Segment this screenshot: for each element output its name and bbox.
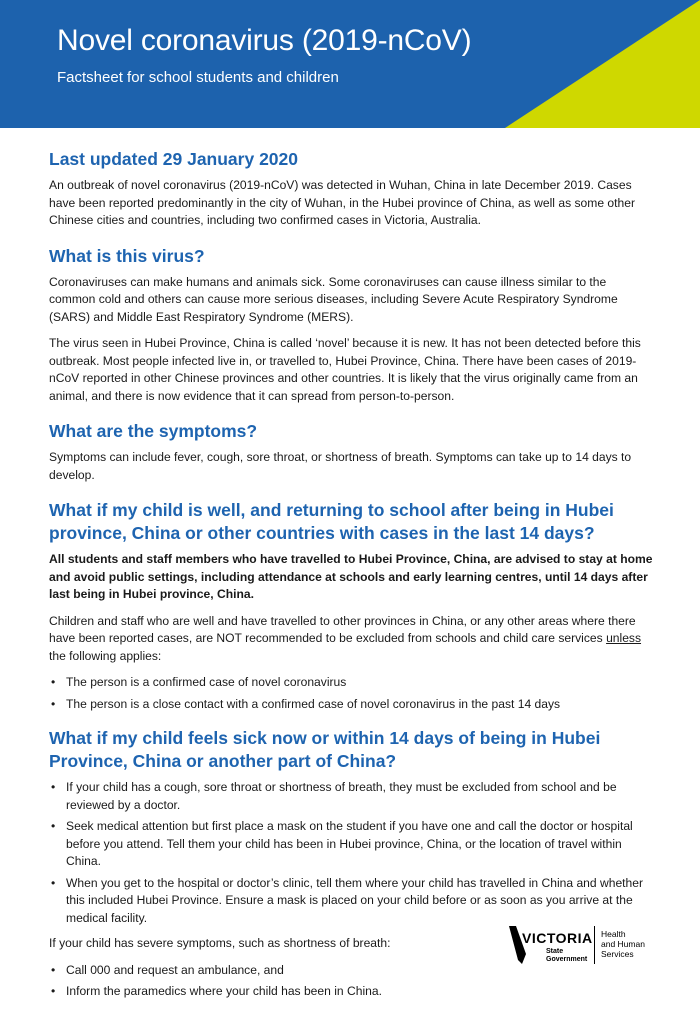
- paragraph-not-excluded: Children and staff who are well and have travelled to other provinces in China, or any other areas where there have been reported cases, are NOT recommended to be excluded from schools and child care services unless the following applies:: [49, 613, 642, 663]
- paragraph-symptoms: Symptoms can include fever, cough, sore throat, or shortness of breath. Symptoms can take up to 14 days to develop.: [49, 450, 632, 482]
- list-item: • When you get to the hospital or doctor’s clinic, tell them where your child has travelled in China and whether this included Hubei Province. Ensure a mask is placed on your child before or as soon as you arrive at the medical facility.: [49, 875, 655, 928]
- section-heading-symptoms: What are the symptoms?: [49, 421, 258, 441]
- section-heading-virus: What is this virus?: [49, 245, 205, 266]
- paragraph-novel: The virus seen in Hubei Province, China is called ‘novel’ because it is new. It has not been detected before this outbreak. Most people infected live in, or travelled to, Hubei Province, China. There have been cases of 2019-nCoV reported in other Chinese provinces and other countries. It is likely that the virus originally came from an animal, and there is now evidence that it can spread from person-to-person.: [49, 336, 641, 403]
- list-item: • Inform the paramedics where your child has been in China.: [49, 983, 655, 1001]
- logo-subtitle: State Government: [546, 948, 588, 963]
- logo-wordmark: VICTORIA: [522, 930, 593, 946]
- victoria-government-logo: [508, 920, 658, 970]
- department-name: Health and Human Services: [601, 929, 645, 959]
- list-item: • The person is a close contact with a confirmed case of novel coronavirus in the past 14 days: [49, 696, 655, 714]
- exclusion-criteria-list: [49, 674, 655, 713]
- section-heading-sick: What if my child feels sick now or within 14 days of being in Hubei Province, China or another part of China?: [49, 728, 601, 771]
- paragraph-severe: If your child has severe symptoms, such as shortness of breath:: [49, 936, 391, 950]
- paragraph-stay-home: All students and staff members who have travelled to Hubei Province, China, are advised to stay at home and avoid public settings, including attendance at schools and early learning centres, until 14 days after last being in Hubei province, China.: [49, 552, 653, 601]
- list-item: • Seek medical attention but first place a mask on the student if you have one and call the doctor or hospital before you attend. Tell them your child has been in Hubei province, China, or the location of travel within China.: [49, 818, 655, 871]
- header-banner: [0, 0, 700, 128]
- paragraph-outbreak: An outbreak of novel coronavirus (2019-nCoV) was detected in Wuhan, China in late December 2019. Cases have been reported predominantly in the city of Wuhan, in the Hubei province of China, as well as some other Chinese cities and countries, including two confirmed cases in Victoria, Australia.: [49, 178, 635, 227]
- page-title: Novel coronavirus (2019-nCoV): [57, 24, 472, 57]
- section-heading-returning: What if my child is well, and returning to school after being in Hubei province, China or other countries with cases in the last 14 days?: [49, 500, 614, 543]
- header-background: [0, 0, 700, 128]
- sick-actions-list: [49, 779, 655, 927]
- underlined-unless: unless: [606, 631, 642, 645]
- section-heading-updated: Last updated 29 January 2020: [49, 149, 298, 169]
- logo-divider: [594, 926, 595, 964]
- main-content: [49, 148, 655, 1009]
- list-item: • The person is a confirmed case of novel coronavirus: [49, 674, 655, 692]
- list-item: • Call 000 and request an ambulance, and: [49, 962, 655, 980]
- page-subtitle: Factsheet for school students and children: [57, 69, 339, 86]
- paragraph-coronaviruses: Coronaviruses can make humans and animals sick. Some coronaviruses can cause illness similar to the common cold and others can cause more serious diseases, including Severe Acute Respiratory Syndrome (SARS) and Middle East Respiratory Syndrome (MERS).: [49, 274, 618, 324]
- list-item: • If your child has a cough, sore throat or shortness of breath, they must be excluded from school and be reviewed by a doctor.: [49, 779, 655, 814]
